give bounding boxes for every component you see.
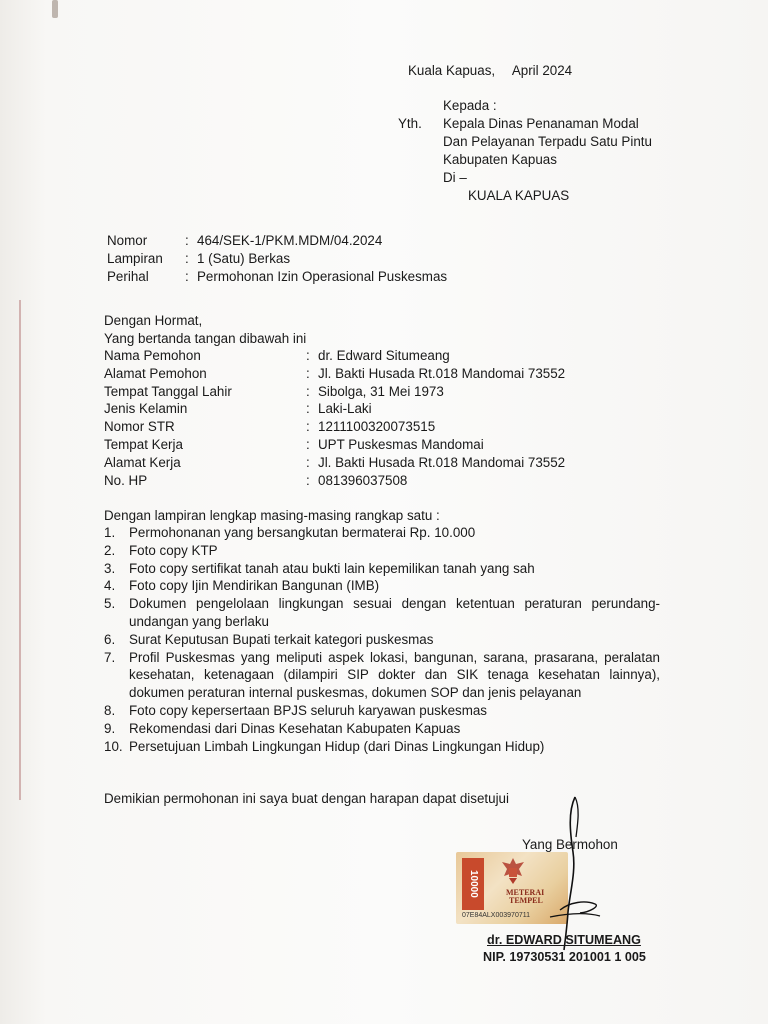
signature-title: Yang Bermohon [522,837,618,852]
applicant-key: Jenis Kelamin [104,401,188,417]
applicant-row [104,472,565,490]
place: Kuala Kapuas, [408,63,496,78]
attachment-text: Foto copy sertifikat tanah atau bukti lain kepemilikan tanah yang sah [129,560,535,576]
attachment-number: 9. [104,720,116,736]
recipient-line: Di – [443,170,467,185]
applicant-colon: : [306,401,310,417]
recipient-lines [443,115,652,187]
intro-text: Yang bertanda tangan dibawah ini [104,331,307,346]
recipient-city: KUALA KAPUAS [468,188,570,203]
attachment-item [104,524,660,542]
applicant-row [104,365,565,383]
attachment-number: 2. [104,542,116,558]
signer-nip: NIP. 19730531 201001 1 005 [483,950,646,964]
attachment-text: Rekomendasi dari Dinas Kesehatan Kabupaten Kapuas [129,720,461,736]
applicant-key: Tempat Tanggal Lahir [104,383,232,399]
attachment-text: Foto copy kepersertaan BPJS seluruh karyawan puskesmas [129,702,488,718]
applicant-row [104,454,565,472]
attachment-text: Dokumen pengelolaan lingkungan sesuai dengan ketentuan peraturan perundang-undangan yang berlaku [129,596,660,629]
attachment-text: Foto copy Ijin Mendirikan Bangunan (IMB) [129,578,380,594]
date: April 2024 [511,63,573,78]
applicant-key: Nomor STR [104,419,175,435]
attachment-item [104,649,660,702]
applicant-colon: : [306,383,310,399]
applicant-value: Jl. Bakti Husada Rt.018 Mandomai 73552 [318,454,566,470]
meta-key: Lampiran [107,251,163,266]
applicant-value: Jl. Bakti Husada Rt.018 Mandomai 73552 [318,365,566,381]
attachment-item [104,631,660,649]
attachment-text: Profil Puskesmas yang meliputi aspek lokasi, bangunan, sarana, prasarana, peralatan kesehatan, ketenagaan (dilampiri SIP dokter dan SIK tenaga kesehatan lainnya), dokumen peraturan internal puskesmas, dokumen SOP dan jenis pelayanan [129,649,660,701]
applicant-key: Alamat Kerja [104,454,181,470]
meta-row [107,268,447,286]
attachment-item [104,595,660,631]
stamp-denomination: 10000 [462,858,484,910]
applicant-value: Sibolga, 31 Mei 1973 [318,383,444,399]
attachment-text: Surat Keputusan Bupati terkait kategori puskesmas [129,631,434,647]
attachment-number: 6. [104,631,116,647]
attachment-item [104,577,660,595]
greeting: Dengan Hormat, [104,313,203,328]
applicant-colon: : [306,454,310,470]
meta-value: 464/SEK-1/PKM.MDM/04.2024 [197,233,383,248]
meta-key: Nomor [107,233,148,248]
attachment-number: 5. [104,596,116,612]
recipient-line: Kabupaten Kapuas [443,152,557,167]
recipient-block [398,97,652,205]
stamp-label: METERAI TEMPEL [506,888,545,905]
applicant-value: 081396037508 [318,472,408,488]
applicant-row [104,418,565,436]
meta-colon: : [185,251,189,266]
applicant-colon: : [306,472,310,488]
applicant-row [104,347,565,365]
attachment-item [104,560,660,578]
meta-key: Perihal [107,269,149,284]
scan-edge-line [19,300,21,800]
applicant-key: Nama Pemohon [104,348,201,363]
meta-value: 1 (Satu) Berkas [197,251,291,266]
applicant-info [104,347,565,489]
applicant-row [104,436,565,454]
applicant-key: Alamat Pemohon [104,365,207,381]
meta-value: Permohonan Izin Operasional Puskesmas [197,269,448,284]
meta-row [107,250,447,268]
meta-colon: : [185,233,189,248]
applicant-value: Laki-Laki [318,401,372,417]
applicant-value: dr. Edward Situmeang [318,348,450,363]
signer-name: dr. EDWARD SITUMEANG [487,933,641,947]
attachment-number: 8. [104,702,116,718]
meta-row [107,232,447,250]
applicant-colon: : [306,419,310,435]
recipient-line: Kepala Dinas Penanaman Modal [443,116,639,131]
applicant-key: Tempat Kerja [104,436,183,452]
applicant-colon: : [306,436,310,452]
attachment-item [104,738,660,756]
scan-corner-mark [52,0,58,18]
place-date [408,62,572,80]
applicant-colon: : [306,348,310,363]
garuda-emblem-icon [500,856,526,886]
closing-text: Demikian permohonan ini saya buat dengan harapan dapat disetujui [104,791,509,806]
yth-label: Yth. [398,116,422,131]
attachment-item [104,542,660,560]
greeting-block [104,312,306,348]
kepada-label: Kepada : [443,98,497,113]
attachment-text: Persetujuan Limbah Lingkungan Hidup (dari Dinas Lingkungan Hidup) [129,738,545,754]
letter-meta [107,232,447,286]
recipient-line: Dan Pelayanan Terpadu Satu Pintu [443,134,652,149]
attachment-number: 4. [104,578,116,594]
attachment-number: 3. [104,560,116,576]
meta-colon: : [185,269,189,284]
attachments-intro: Dengan lampiran lengkap masing-masing rangkap satu : [104,508,440,523]
attachment-text: Permohonanan yang bersangkutan bermaterai Rp. 10.000 [129,525,476,540]
applicant-value: 1211100320073515 [318,419,436,435]
applicant-colon: : [306,365,310,381]
attachment-text: Foto copy KTP [129,542,218,558]
attachment-item [104,702,660,720]
applicant-value: UPT Puskesmas Mandomai [318,436,484,452]
stamp-serial: 07E84ALX003970711 [462,912,530,919]
applicant-row [104,400,565,418]
attachment-number: 1. [104,525,116,540]
applicant-key: No. HP [104,472,148,488]
attachment-number: 7. [104,649,116,665]
attachments-list [104,524,660,755]
attachment-number: 10. [104,738,123,754]
attachment-item [104,720,660,738]
handwritten-signature [540,792,620,952]
applicant-row [104,383,565,401]
